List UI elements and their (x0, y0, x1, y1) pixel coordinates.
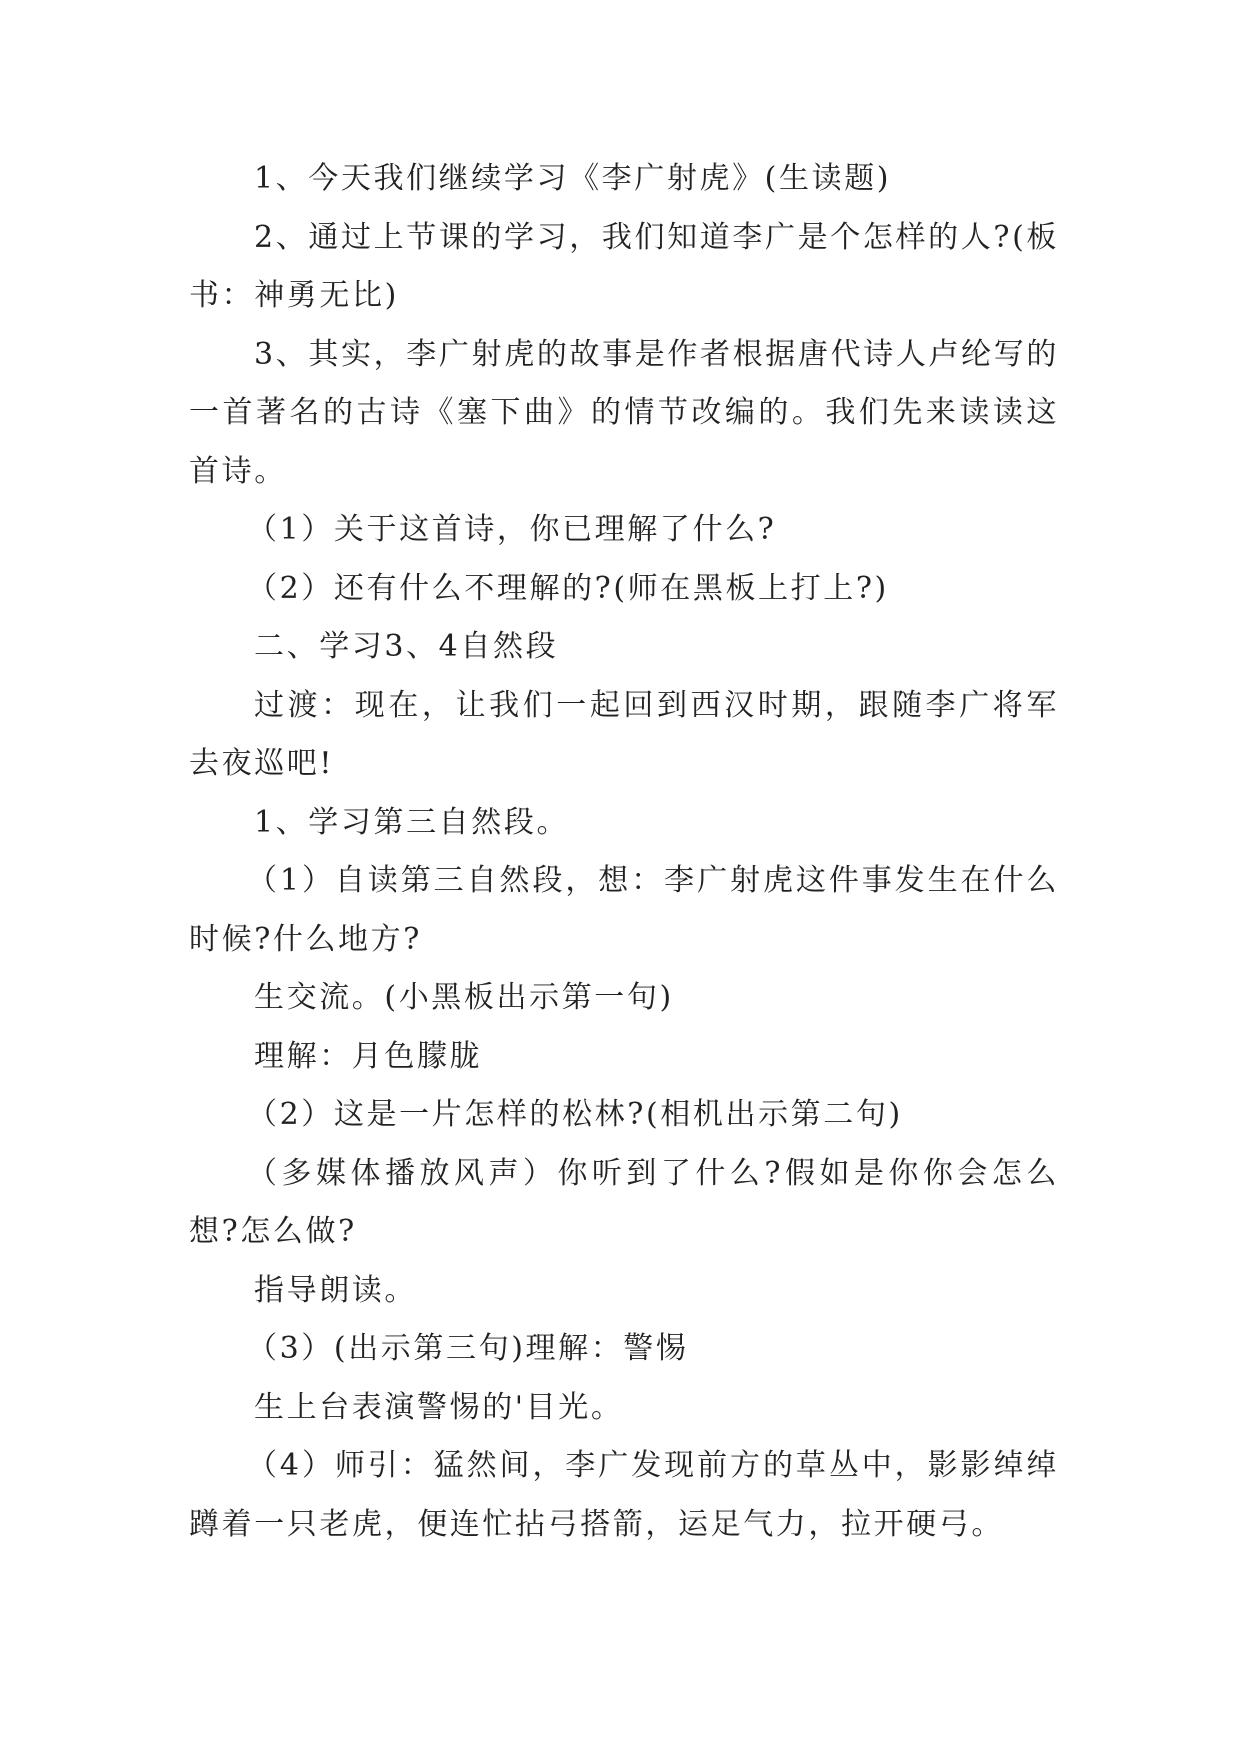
paragraph: （2）还有什么不理解的?(师在黑板上打上?) (247, 570, 889, 606)
paragraph: （3）(出示第三句)理解：警惕 (247, 1331, 689, 1366)
paragraph: （2）这是一片怎样的松林?(相机出示第二句) (247, 1097, 903, 1132)
document-body (189, 150, 1059, 1554)
paragraph: 生上台表演警惕的'目光。 (254, 1389, 624, 1425)
paragraph: （1）关于这首诗，你已理解了什么? (247, 512, 777, 547)
paragraph: 指导朗读。 (254, 1272, 417, 1308)
paragraph: 1、今天我们继续学习《李广射虎》(生读题) (254, 161, 892, 196)
paragraph: 1、学习第三自然段。 (254, 804, 570, 840)
paragraph: 2、通过上节课的学习，我们知道李广是个怎样的人?(板书：神勇无比) (189, 219, 1059, 313)
paragraph: （4）师引：猛然间，李广发现前方的草丛中，影影绰绰蹲着一只老虎，便连忙拈弓搭箭，运足气力，拉开硬弓。 (189, 1448, 1059, 1542)
paragraph: （1）自读第三自然段，想：李广射虎这件事发生在什么时候?什么地方? (189, 863, 1059, 957)
paragraph: 3、其实，李广射虎的故事是作者根据唐代诗人卢纶写的一首著名的古诗《塞下曲》的情节改编的。我们先来读读这首诗。 (189, 336, 1059, 489)
section-heading: 二、学习3、4自然段 (254, 629, 559, 664)
paragraph: （多媒体播放风声）你听到了什么?假如是你你会怎么想?怎么做? (189, 1155, 1059, 1249)
paragraph: 过渡：现在，让我们一起回到西汉时期，跟随李广将军去夜巡吧! (189, 687, 1059, 781)
paragraph: 生交流。(小黑板出示第一句) (254, 980, 674, 1015)
paragraph: 理解：月色朦胧 (254, 1038, 483, 1074)
